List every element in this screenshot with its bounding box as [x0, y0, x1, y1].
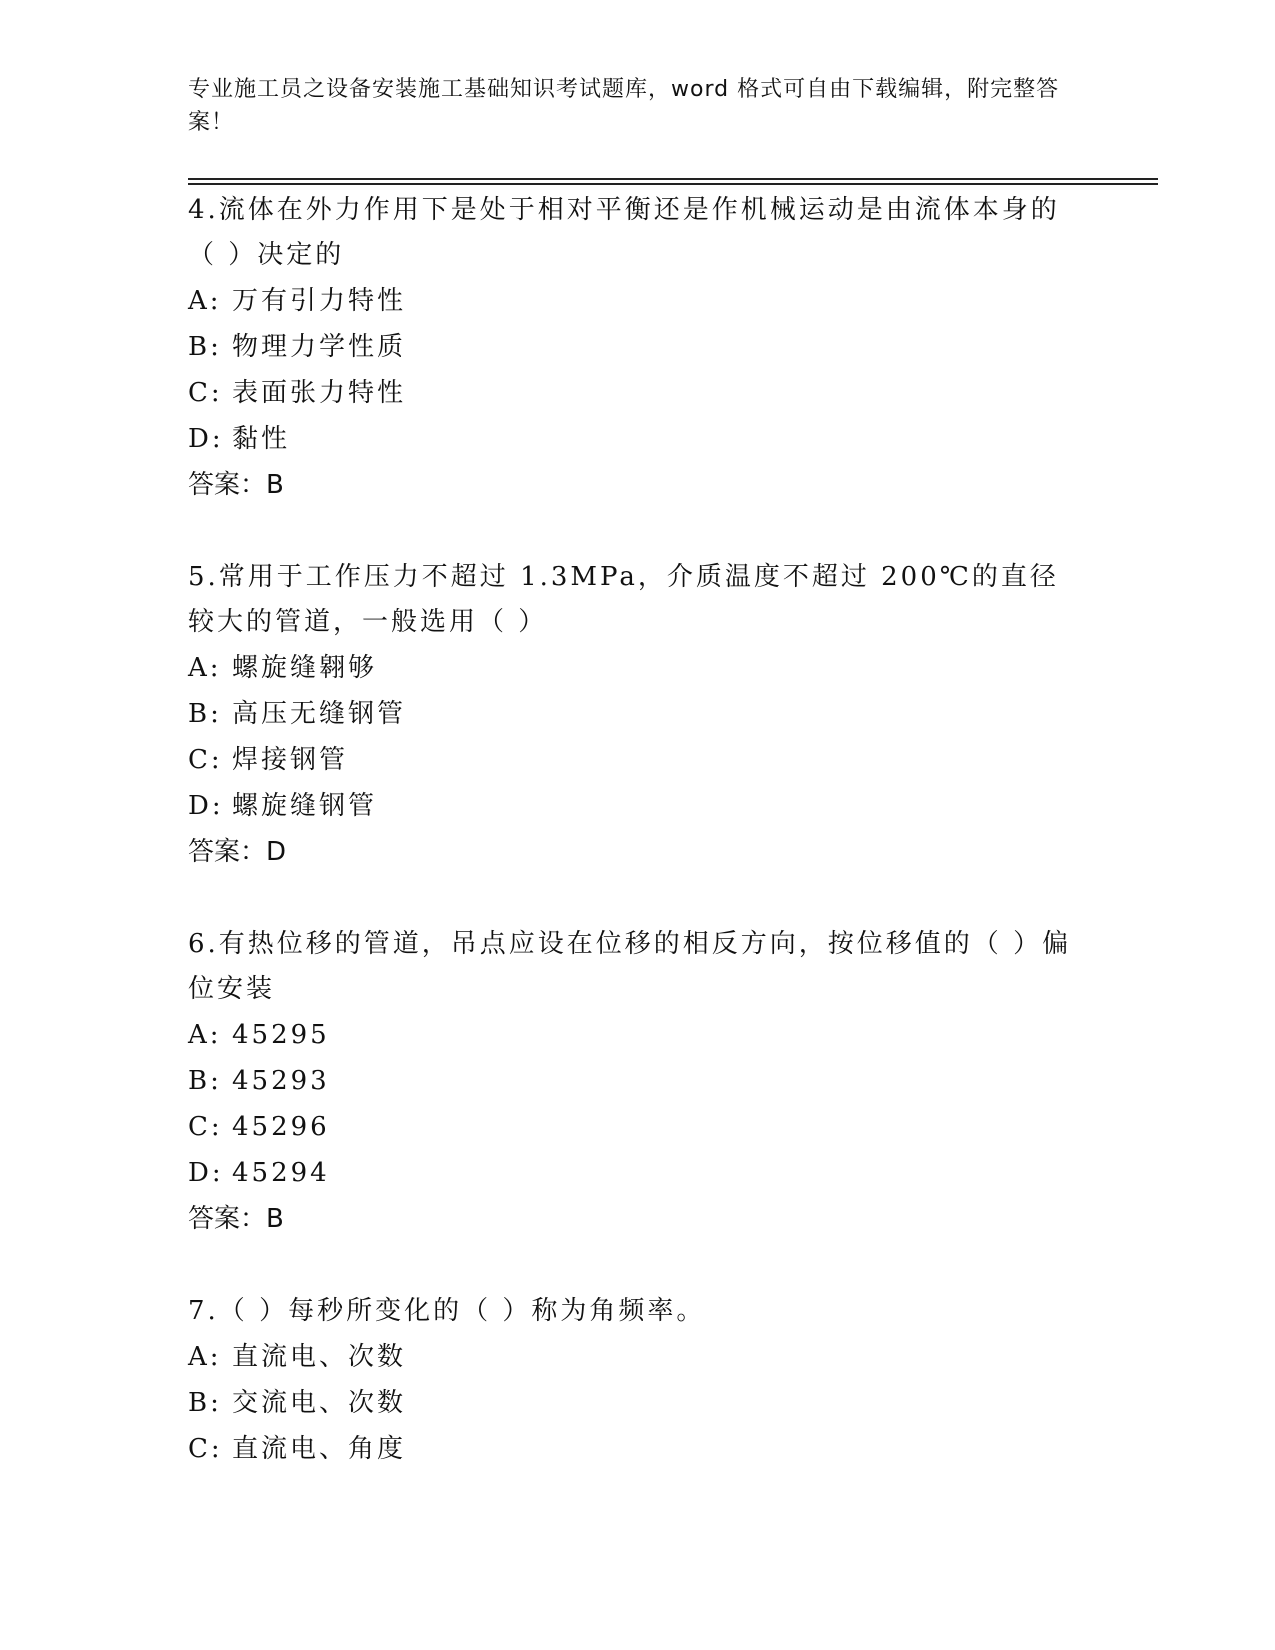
option-label: D: — [188, 424, 224, 454]
option-text: 45294 — [232, 1158, 330, 1188]
option-label: D: — [188, 1158, 224, 1188]
option-label: C: — [188, 1434, 223, 1464]
option-label: A: — [188, 653, 222, 683]
option-b — [188, 1380, 1078, 1426]
question-text: 4.流体在外力作用下是处于相对平衡还是作机械运动是由流体本身的（ ）决定的 — [188, 195, 1060, 270]
option-text: 螺旋缝翱够 — [232, 653, 378, 683]
question-block — [188, 1289, 1078, 1472]
document-header: 专业施工员之设备安装施工基础知识考试题库，word 格式可自由下载编辑，附完整答案！ — [188, 77, 1060, 135]
option-text: 焊接钢管 — [232, 745, 349, 775]
option-text: 45295 — [232, 1020, 330, 1050]
option-text: 黏性 — [232, 424, 291, 454]
option-c — [188, 737, 1078, 783]
option-b — [188, 1058, 1078, 1104]
answer-line: 答案：B — [188, 470, 284, 500]
header-divider-bottom — [188, 183, 1158, 185]
option-label: C: — [188, 745, 223, 775]
header-divider-top — [188, 178, 1158, 180]
option-label: A: — [188, 286, 222, 316]
option-label: A: — [188, 1020, 222, 1050]
question-text: 7.（ ）每秒所变化的（ ）称为角频率。 — [188, 1296, 706, 1326]
option-text: 45296 — [232, 1112, 330, 1142]
option-c — [188, 1426, 1078, 1472]
option-label: D: — [188, 791, 224, 821]
option-b — [188, 691, 1078, 737]
option-label: B: — [188, 332, 222, 362]
option-text: 表面张力特性 — [232, 378, 407, 408]
option-a — [188, 1012, 1078, 1058]
option-label: B: — [188, 699, 222, 729]
option-text: 直流电、角度 — [232, 1434, 407, 1464]
question-block — [188, 188, 1078, 508]
option-c — [188, 370, 1078, 416]
option-text: 高压无缝钢管 — [232, 699, 407, 729]
option-c — [188, 1104, 1078, 1150]
option-text: 物理力学性质 — [232, 332, 407, 362]
answer-line: 答案：D — [188, 837, 287, 867]
question-text: 6.有热位移的管道，吊点应设在位移的相反方向，按位移值的（ ）偏位安装 — [188, 929, 1072, 1004]
option-a — [188, 645, 1078, 691]
option-text: 万有引力特性 — [232, 286, 407, 316]
option-a — [188, 1334, 1078, 1380]
option-a — [188, 278, 1078, 324]
option-text: 交流电、次数 — [232, 1388, 407, 1418]
option-label: B: — [188, 1066, 222, 1096]
option-text: 45293 — [232, 1066, 330, 1096]
option-d — [188, 416, 1078, 462]
question-block — [188, 922, 1078, 1242]
question-block — [188, 555, 1078, 875]
option-d — [188, 783, 1078, 829]
option-label: C: — [188, 378, 223, 408]
option-text: 螺旋缝钢管 — [232, 791, 378, 821]
option-d — [188, 1150, 1078, 1196]
option-b — [188, 324, 1078, 370]
answer-line: 答案：B — [188, 1204, 284, 1234]
option-label: C: — [188, 1112, 223, 1142]
option-text: 直流电、次数 — [232, 1342, 407, 1372]
question-text: 5.常用于工作压力不超过 1.3MPa，介质温度不超过 200℃的直径较大的管道，一般选用（ ） — [188, 562, 1059, 637]
option-label: B: — [188, 1388, 222, 1418]
option-label: A: — [188, 1342, 222, 1372]
